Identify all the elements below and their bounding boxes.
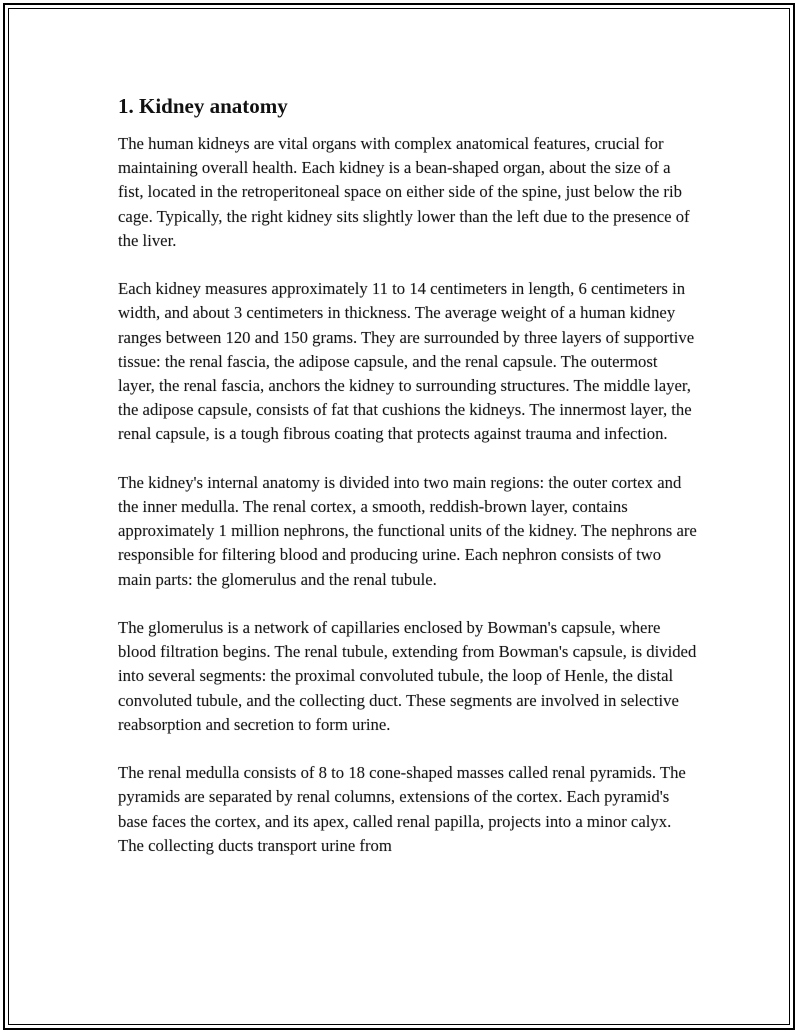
paragraph-glomerulus: The glomerulus is a network of capillaries enclosed by Bowman's capsule, where blood filtration begins. The renal tubule, extending from Bowman's capsule, is divided into several segments: the proximal convoluted tubule, the loop of Henle, the distal convoluted tubule, and the collecting duct. These segments are involved in selective reabsorption and secretion to form urine. [118,618,697,734]
section-heading: 1. Kidney anatomy [118,94,288,118]
paragraph-internal-anatomy: The kidney's internal anatomy is divided into two main regions: the outer cortex and the inner medulla. The renal cortex, a smooth, reddish-brown layer, contains approximately 1 million nephrons, the functional units of the kidney. The nephrons are responsible for filtering blood and producing urine. Each nephron consists of two main parts: the glomerulus and the renal tubule. [118,472,697,589]
paragraph-kidney-dimensions: Each kidney measures approximately 11 to 14 centimeters in length, 6 centimeters in width, and about 3 centimeters in thickness. The average weight of a human kidney ranges between 120 and 150 grams. They are surrounded by three layers of supportive tissue: the renal fascia, the adipose capsule, and the renal capsule. The outermost layer, the renal fascia, anchors the kidney to surrounding structures. The middle layer, the adipose capsule, consists of fat that cushions the kidneys. The innermost layer, the renal capsule, is a tough fibrous coating that protects against trauma and infection. [118,279,695,444]
document-body [118,92,698,882]
paragraph-renal-medulla: The renal medulla consists of 8 to 18 cone-shaped masses called renal pyramids. The pyramids are separated by renal columns, extensions of the cortex. Each pyramid's base faces the cortex, and its apex, called renal papilla, projects into a minor calyx. The collecting ducts transport urine from [118,763,686,855]
paragraph-kidney-location: The human kidneys are vital organs with complex anatomical features, crucial for maintaining overall health. Each kidney is a bean-shaped organ, about the size of a fist, located in the retroperitoneal space on either side of the spine, just below the rib cage. Typically, the right kidney sits slightly lower than the left due to the presence of the liver. [118,134,690,250]
